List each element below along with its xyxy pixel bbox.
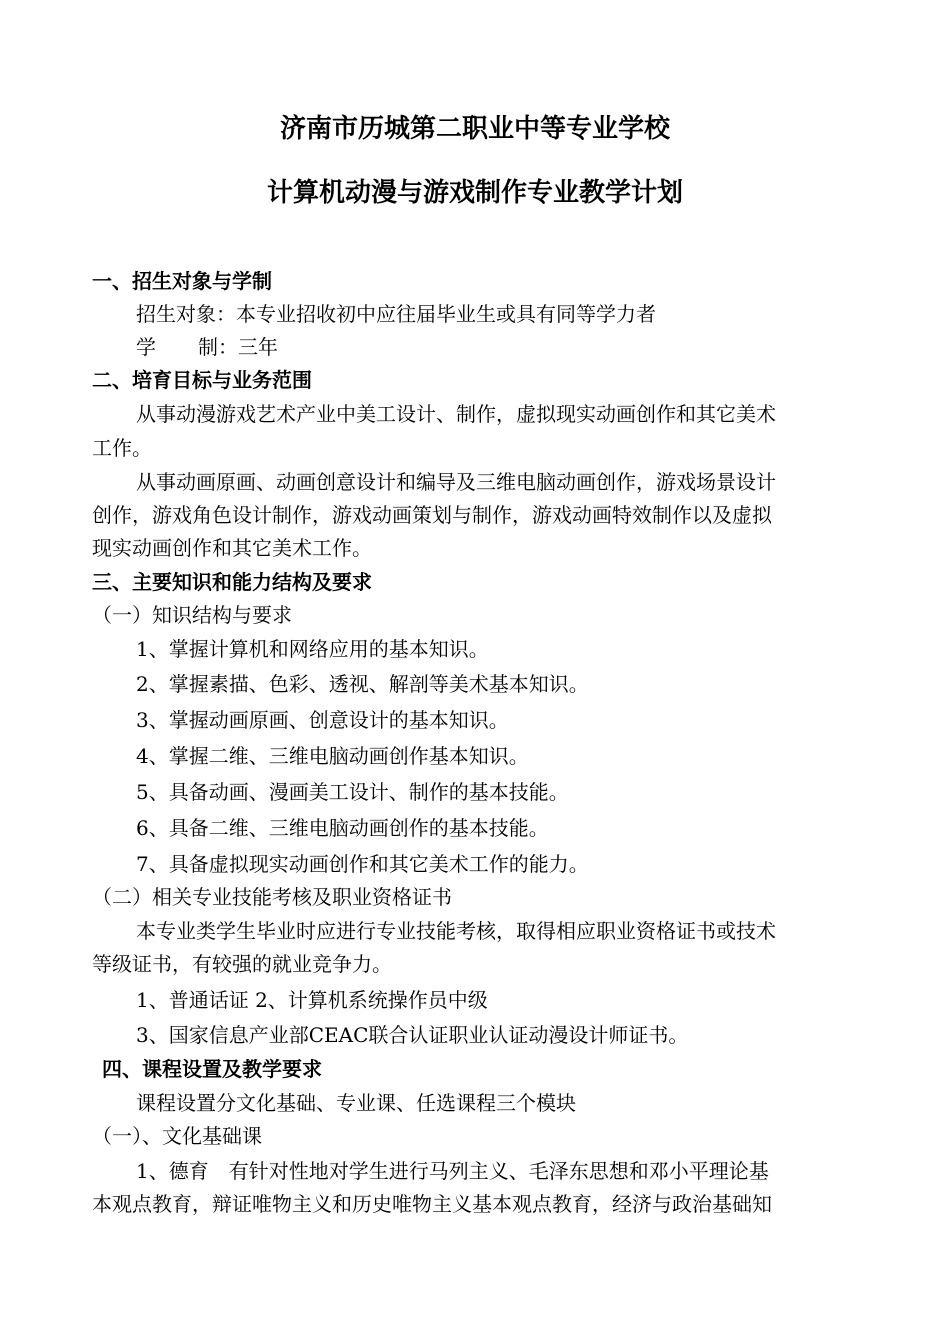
document-subtitle: 计算机动漫与游戏制作专业教学计划	[266, 178, 683, 208]
document-title: 济南市历城第二职业中等专业学校	[279, 114, 670, 144]
paragraph-line: 等级证书，有较强的就业竞争力。	[92, 952, 392, 976]
paragraph-line: 本专业类学生毕业时应进行专业技能考核，取得相应职业资格证书或技术	[136, 919, 776, 943]
study-system-label-b: 制：三年	[198, 335, 278, 359]
subsection-heading: （一）、文化基础课	[92, 1124, 262, 1148]
paragraph-line: 工作。	[92, 436, 152, 460]
study-system-label-a: 学	[136, 335, 156, 359]
section-4-heading: 四、课程设置及教学要求	[102, 1057, 322, 1081]
paragraph-line: 创作，游戏角色设计制作，游戏动画策划与制作，游戏动画特效制作以及虚拟	[92, 503, 772, 527]
subsection-heading: （一）知识结构与要求	[92, 603, 292, 627]
paragraph-line: 本观点教育，辩证唯物主义和历史唯物主义基本观点教育，经济与政治基础知	[92, 1192, 772, 1216]
section-1-heading: 一、招生对象与学制	[92, 269, 272, 293]
list-item: 6、具备二维、三维电脑动画创作的基本技能。	[136, 816, 549, 840]
list-item: 4、掌握二维、三维电脑动画创作基本知识。	[136, 744, 529, 768]
certificate-line: 1、普通话证 2、计算机系统操作员中级	[136, 988, 488, 1012]
paragraph-line: 现实动画创作和其它美术工作。	[92, 536, 372, 560]
certificate-line: 3、国家信息产业部CEAC联合认证职业认证动漫设计师证书。	[136, 1023, 689, 1047]
list-item: 3、掌握动画原画、创意设计的基本知识。	[136, 708, 509, 732]
list-item: 5、具备动画、漫画美工设计、制作的基本技能。	[136, 780, 569, 804]
section-2-heading: 二、培育目标与业务范围	[92, 368, 312, 392]
list-item: 1、掌握计算机和网络应用的基本知识。	[136, 637, 489, 661]
subsection-heading: （二）相关专业技能考核及职业资格证书	[92, 885, 452, 909]
enrollment-line: 招生对象：本专业招收初中应往届毕业生或具有同等学力者	[136, 302, 656, 326]
list-item: 7、具备虚拟现实动画创作和其它美术工作的能力。	[136, 852, 589, 876]
list-item: 2、掌握素描、色彩、透视、解剖等美术基本知识。	[136, 672, 589, 696]
paragraph-line: 从事动漫游戏艺术产业中美工设计、制作，虚拟现实动画创作和其它美术	[136, 402, 776, 426]
paragraph-line: 1、德育 有针对性地对学生进行马列主义、毛泽东思想和邓小平理论基	[136, 1159, 769, 1183]
paragraph-line: 课程设置分文化基础、专业课、任选课程三个模块	[136, 1091, 576, 1115]
study-system-line	[136, 331, 278, 360]
section-3-heading: 三、主要知识和能力结构及要求	[92, 570, 372, 594]
paragraph-line: 从事动画原画、动画创意设计和编导及三维电脑动画创作，游戏场景设计	[136, 470, 776, 494]
